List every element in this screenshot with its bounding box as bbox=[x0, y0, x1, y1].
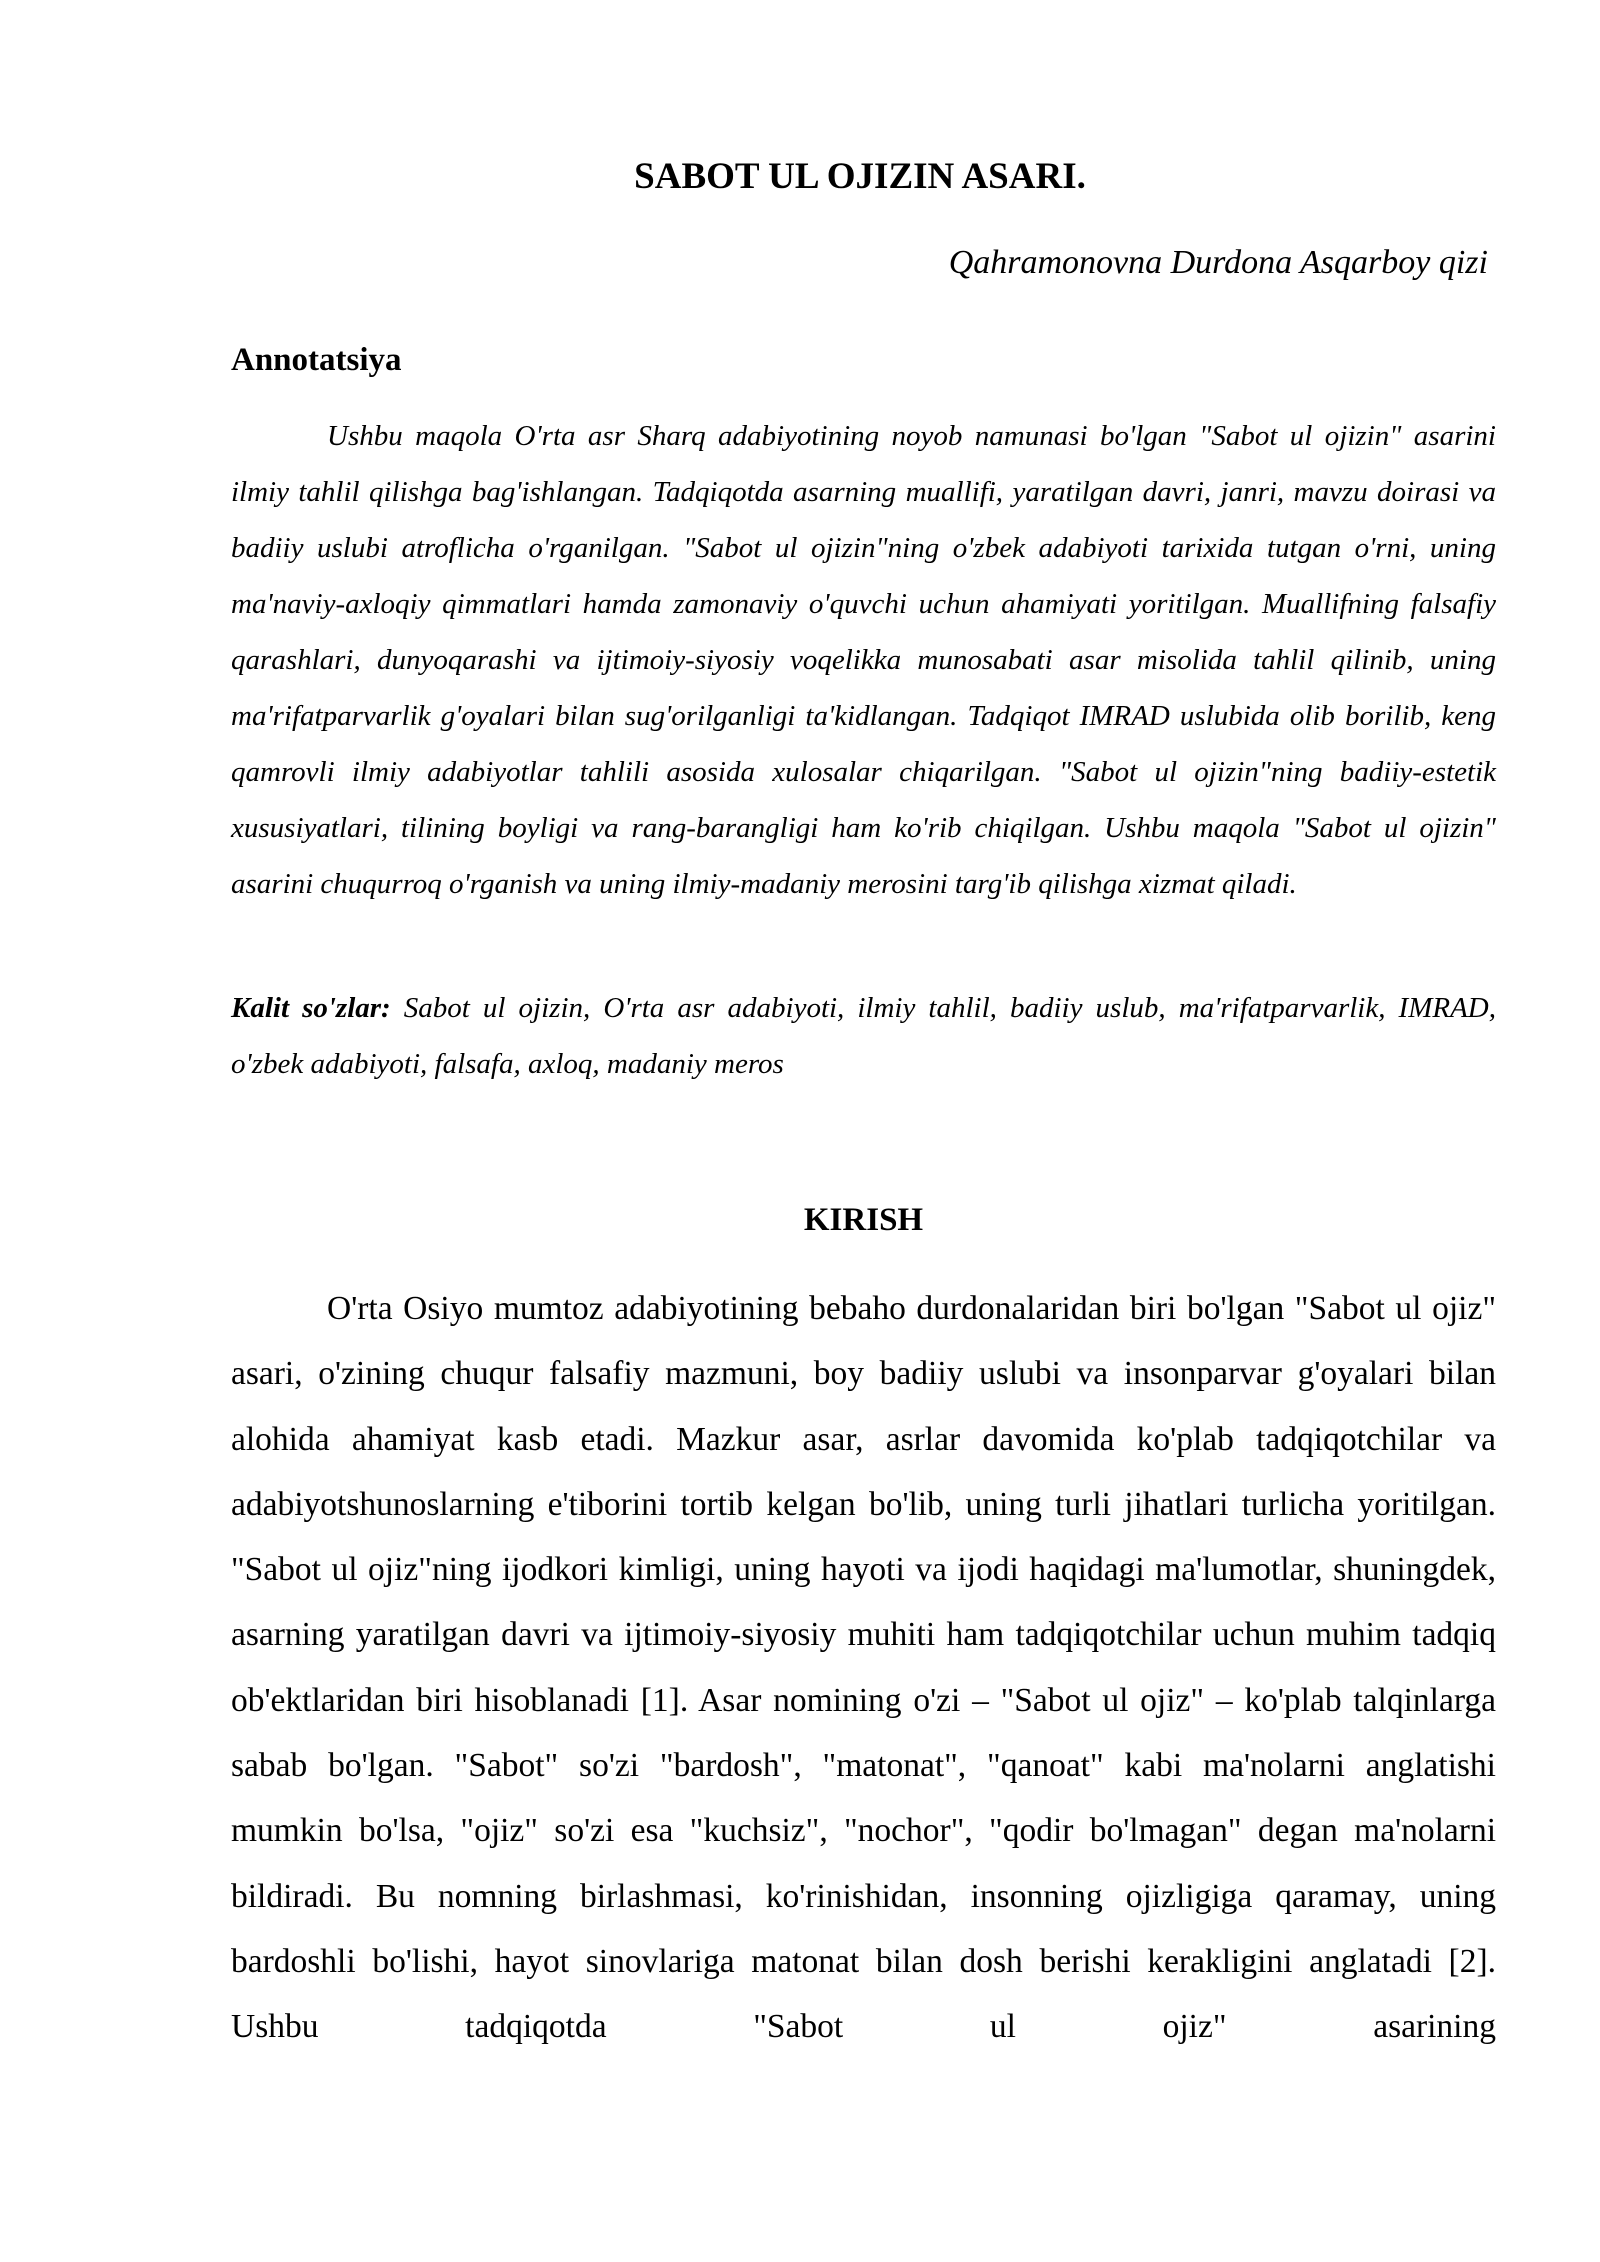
introduction-heading: KIRISH bbox=[803, 1202, 924, 1238]
keywords-text: Sabot ul ojizin, O'rta asr adabiyoti, ilmiy tahlil, badiiy uslub, ma'rifatparvarlik, IMRAD, o'zbek adabiyoti, falsafa, axloq, madaniy meros bbox=[231, 992, 1496, 1080]
annotation-heading: Annotatsiya bbox=[231, 342, 402, 378]
annotation-text: Ushbu maqola O'rta asr Sharq adabiyotining noyob namunasi bo'lgan "Sabot ul ojizin" asarini ilmiy tahlil qilishga bag'ishlangan. Tadqiqotda asarning muallifi, yaratilgan davri, janri, mavzu doirasi va badiiy uslubi atroflicha o'rganilgan. "Sabot ul ojizin"ning o'zbek adabiyoti tarixida tutgan o'rni, uning ma'naviy-axloqiy qimmatlari hamda zamonaviy o'quvchi uchun ahamiyati yoritilgan. Muallifning falsafiy qarashlari, dunyoqarashi va ijtimoiy-siyosiy voqelikka munosabati asar misolida tahlil qilinib, uning ma'rifatparvarlik g'oyalari bilan sug'orilganligi ta'kidlangan. Tadqiqot IMRAD uslubida olib borilib, keng qamrovli ilmiy adabiyotlar tahlili asosida xulosalar chiqarilgan. "Sabot ul ojizin"ning badiiy-estetik xususiyatlari, tilining boyligi va rang-barangligi ham ko'rib chiqilgan. Ushbu maqola "Sabot ul ojizin" asarini chuqurroq o'rganish va uning ilmiy-madaniy merosini targ'ib qilishga xizmat qiladi. bbox=[231, 420, 1496, 900]
keywords-label: Kalit so'zlar: bbox=[231, 992, 391, 1024]
keywords-paragraph bbox=[231, 980, 1496, 1092]
introduction-text: O'rta Osiyo mumtoz adabiyotining bebaho durdonalaridan biri bo'lgan "Sabot ul ojiz" asari, o'zining chuqur falsafiy mazmuni, boy badiiy uslubi va insonparvar g'oyalari bilan alohida ahamiyat kasb etadi. Mazkur asar, asrlar davomida ko'plab tadqiqotchilar va adabiyotshunoslarning e'tiborini tortib kelgan bo'lib, uning turli jihatlari turlicha yoritilgan. "Sabot ul ojiz"ning ijodkori kimligi, uning hayoti va ijodi haqidagi ma'lumotlar, shuningdek, asarning yaratilgan davri va ijtimoiy-siyosiy muhiti ham tadqiqotchilar uchun muhim tadqiq ob'ektlaridan biri hisoblanadi [1]. Asar nomining o'zi – "Sabot ul ojiz" – ko'plab talqinlarga sabab bo'lgan. "Sabot" so'zi "bardosh", "matonat", "qanoat" kabi ma'nolarni anglatishi mumkin bo'lsa, "ojiz" so'zi esa "kuchsiz", "nochor", "qodir bo'lmagan" degan ma'nolarni bildiradi. Bu nomning birlashmasi, ko'rinishidan, insonning ojizligiga qaramay, uning bardoshli bo'lishi, hayot sinovlariga matonat bilan dosh berishi kerakligini anglatadi [2]. Ushbu tadqiqotda "Sabot ul ojiz" asarining bbox=[231, 1290, 1496, 2046]
paper-title: SABOT UL OJIZIN ASARI. bbox=[634, 156, 1086, 197]
author-name: Qahramonovna Durdona Asqarboy qizi bbox=[948, 244, 1488, 281]
